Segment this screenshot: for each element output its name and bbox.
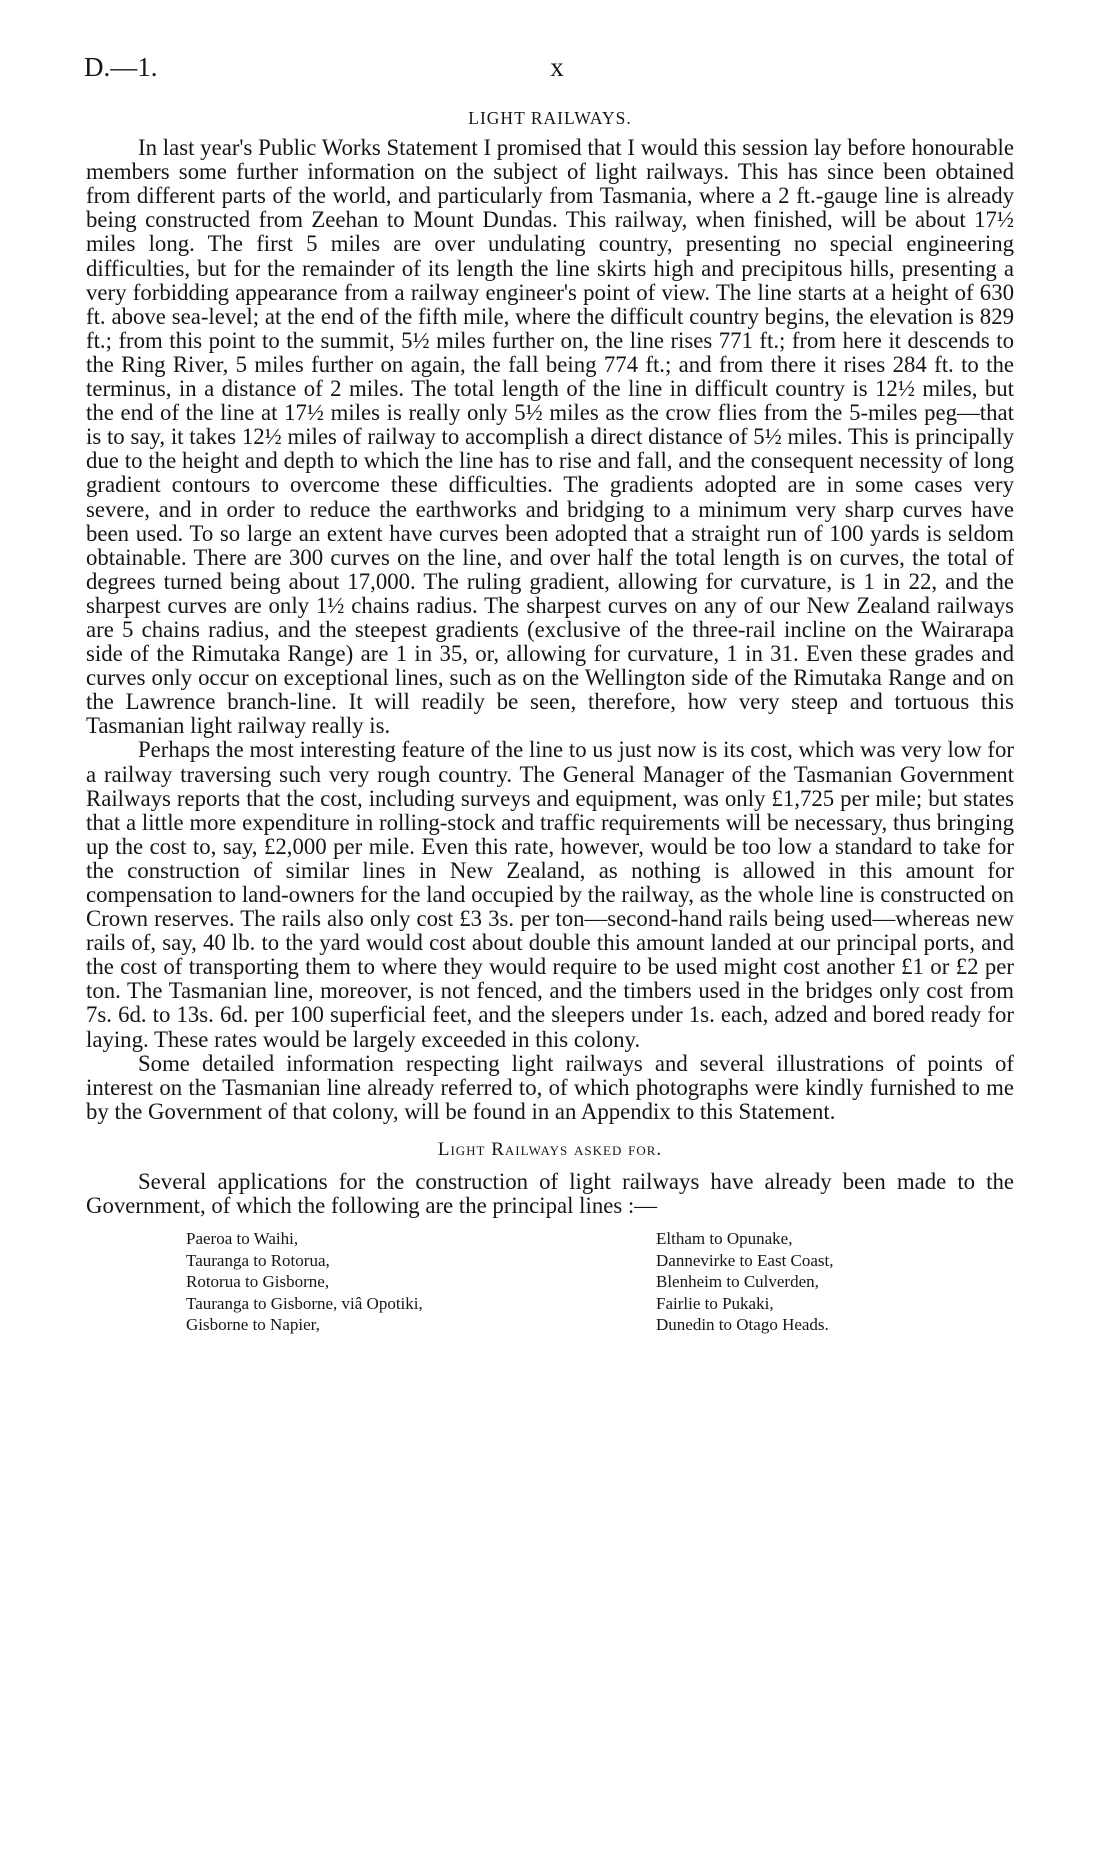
document-id: D.—1. (84, 52, 158, 82)
page-header (84, 52, 1030, 92)
list-item: Rotorua to Gisborne, (186, 1272, 330, 1292)
list-item: Eltham to Opunake, (656, 1229, 793, 1249)
list-item: Dunedin to Otago Heads. (656, 1315, 829, 1335)
list-item: Tauranga to Rotorua, (186, 1250, 330, 1270)
paragraph: In last year's Public Works Statement I promised that I would this session lay before honourable members some further information on the subject of light railways. This has since been obtained from different parts of the world, and particularly from Tasmania, where a 2 ft.-gauge line is already being constructed from Zeehan to Mount Dundas. This railway, when finished, will be about 17½ miles long. The first 5 miles are over undulating country, presenting no special engineering difficulties, but for the remainder of its length the line skirts high and precipitous hills, presenting a very forbidding appearance from a railway engineer's point of view. The line starts at a height of 630 ft. above sea-level; at the end of the fifth mile, where the difficult country begins, the elevation is 829 ft.; from this point to the summit, 5½ miles further on, the line rises 771 ft.; from here it descends to the Ring River, 5 miles further on again, the fall being 774 ft.; and from there it rises 284 ft. to the terminus, in a distance of 2 miles. The total length of the line in difficult country is 12½ miles, but the end of the line at 17½ miles is really only 5½ miles as the crow flies from the 5-miles peg—that is to say, it takes 12½ miles of railway to accomplish a direct distance of 5½ miles. This is principally due to the height and depth to which the line has to rise and fall, and the consequent necessity of long gradient contours to overcome these difficulties. The gradients adopted are in some cases very severe, and in order to reduce the earthworks and bridging to a minimum very sharp curves have been used. To so large an extent have curves been adopted that a straight run of 100 yards is seldom obtainable. There are 300 curves on the line, and over half the total length is on curves, the total of degrees turned being about 17,000. The ruling gradient, allowing for curvature, is 1 in 22, and the sharpest curves are only 1½ chains radius. The sharpest curves on any of our New Zealand railways are 5 chains radius, and the steepest gradients (exclusive of the three-rail incline on the Wairarapa side of the Rimutaka Range) are 1 in 35, or, allowing for curvature, 1 in 31. Even these grades and curves only occur on exceptional lines, such as on the Wellington side of the Rimutaka Range and on the Lawrence branch-line. It will readily be seen, therefore, how very steep and tortuous this Tasmanian light railway really is. (86, 135, 1014, 739)
list-item: Paeroa to Waihi, (186, 1229, 299, 1249)
subsection-title: Light Railways asked for. (437, 1138, 663, 1160)
subsection-intro: Several applications for the construction of light railways have already been made to the Government, of which the following are the principal lines :— (86, 1169, 1014, 1219)
page-number: x (550, 52, 564, 82)
paragraph: Perhaps the most interesting feature of the line to us just now is its cost, which was very low for a railway traversing such very rough country. The General Manager of the Tasmanian Government Railways reports that the cost, including surveys and equipment, was only £1,725 per mile; but states that a little more expenditure in rolling-stock and traffic requirements will be necessary, thus bringing up the cost to, say, £2,000 per mile. Even this rate, however, would be too low a standard to take for the construction of similar lines in New Zealand, as nothing is allowed in this amount for compensation to land-owners for the land occupied by the railway, as the whole line is constructed on Crown reserves. The rails also only cost £3 3s. per ton—second-hand rails being used—whereas new rails of, say, 40 lb. to the yard would cost about double this amount landed at our principal ports, and the cost of transporting them to where they would require to be used might cost another £1 or £2 per ton. The Tasmanian line, moreover, is not fenced, and the timbers used in the bridges only cost from 7s. 6d. to 13s. 6d. per 100 superficial feet, and the sleepers under 1s. each, adzed and bored ready for laying. These rates would be largely exceeded in this colony. (86, 737, 1014, 1052)
list-item: Dannevirke to East Coast, (656, 1250, 834, 1270)
list-item: Blenheim to Culverden, (656, 1272, 819, 1292)
list-item: Fairlie to Pukaki, (656, 1293, 774, 1313)
railway-lines-list (186, 1228, 1014, 1336)
list-item: Gisborne to Napier, (186, 1315, 320, 1335)
section-title: LIGHT RAILWAYS. (468, 108, 632, 128)
page-body (86, 100, 1014, 1336)
paragraph: Some detailed information respecting light railways and several illustrations of points of interest on the Tasmanian line already referred to, of which photographs were kindly furnished to me by the Government of that colony, will be found in an Appendix to this Statement. (86, 1050, 1014, 1124)
list-item: Tauranga to Gisborne, viâ Opotiki, (186, 1293, 423, 1313)
